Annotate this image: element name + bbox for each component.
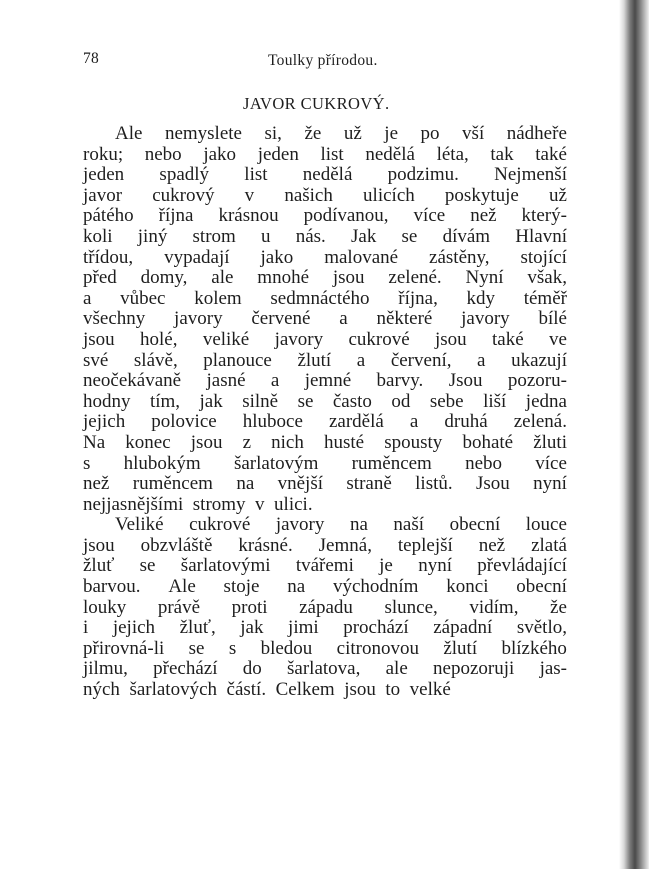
word: to: [385, 679, 401, 701]
word: jak: [240, 617, 264, 639]
text-line: [83, 351, 567, 372]
word: nejjasnějšími: [83, 493, 184, 515]
word: do: [242, 658, 262, 680]
word: spadlý: [159, 164, 210, 186]
word: už: [548, 184, 567, 206]
word: tím,: [149, 390, 181, 412]
word: částí.: [226, 679, 267, 701]
word: západní: [433, 617, 493, 639]
word: Nejmenší: [494, 164, 567, 186]
word: pozoru-: [507, 370, 567, 392]
word: poskytuje: [444, 184, 519, 206]
word: také: [492, 328, 524, 350]
word: se: [139, 555, 156, 577]
word: než: [478, 534, 506, 556]
word: hluboce: [242, 411, 303, 433]
word: blízkého: [501, 637, 567, 659]
word: mnohé: [257, 267, 310, 289]
word: stromy: [192, 493, 246, 515]
word: sebe: [429, 390, 464, 412]
word: javory: [274, 328, 324, 350]
word: právě: [157, 596, 201, 618]
word: jejich: [112, 617, 156, 639]
word: stojící: [520, 246, 567, 268]
word: kolem: [194, 287, 242, 309]
word: malované: [324, 246, 399, 268]
word: cukrové: [189, 514, 251, 536]
word: Veliké: [115, 514, 164, 536]
text-line: [83, 330, 567, 351]
word: kdy: [466, 287, 496, 309]
paragraph: [83, 124, 567, 515]
word: nás.: [295, 225, 326, 247]
word: dívám: [442, 225, 491, 247]
word: jsou: [344, 679, 376, 701]
word: a: [339, 308, 348, 330]
chapter-title: JAVOR CUKROVÝ.: [243, 94, 390, 113]
word: cukrové: [348, 328, 410, 350]
text-line: [83, 412, 567, 433]
text-line: [83, 659, 567, 680]
word: jsou: [83, 328, 115, 350]
word: druhá: [444, 411, 488, 433]
word: barvy.: [376, 370, 424, 392]
word: s: [228, 637, 237, 659]
text-line: [83, 618, 567, 639]
word: nich: [271, 431, 304, 453]
text-line: [83, 433, 567, 454]
word: louce: [525, 514, 567, 536]
word: žluti: [533, 431, 567, 453]
word: jeden: [257, 143, 299, 165]
word: i: [83, 617, 89, 639]
word: žluť: [83, 555, 115, 577]
word: západu: [299, 596, 353, 618]
word: nemyslete: [164, 123, 242, 144]
word: list: [320, 143, 344, 165]
word: bílé: [538, 308, 567, 330]
text-line: [83, 186, 567, 207]
word: vnější: [277, 473, 324, 495]
word: a: [83, 287, 92, 309]
word: už: [343, 123, 362, 144]
word: než: [470, 205, 497, 227]
text-line: [83, 598, 567, 619]
text-line: [83, 577, 567, 598]
word: ukazují: [511, 349, 567, 371]
text-line: [83, 515, 567, 536]
word: od: [391, 390, 411, 412]
word: podzimu.: [387, 164, 459, 186]
word: v: [244, 184, 255, 206]
word: javory: [275, 514, 325, 536]
word: strom: [192, 225, 236, 247]
word: ale: [211, 267, 234, 289]
word: ale: [385, 658, 408, 680]
word: jejich: [83, 411, 126, 433]
word: krásnou: [218, 205, 279, 227]
word: zardělá: [328, 411, 384, 433]
word: liší: [483, 390, 507, 412]
word: teplejší: [397, 534, 453, 556]
word: jiný: [137, 225, 168, 247]
word: stoje: [223, 576, 260, 598]
word: javory: [174, 308, 223, 330]
word: léta,: [436, 143, 469, 165]
word: šarlatovými: [180, 555, 271, 577]
word: Jsou: [476, 473, 510, 495]
word: neočekávaně: [83, 370, 182, 392]
word: bledou: [260, 637, 313, 659]
word: holé,: [140, 328, 178, 350]
word: jasné: [206, 370, 246, 392]
text-line: [83, 474, 567, 495]
word: a: [477, 349, 486, 371]
text-line: [83, 454, 567, 475]
word: více: [535, 452, 567, 474]
word: jimi: [288, 617, 319, 639]
word: který-: [521, 205, 567, 227]
word: vypadají: [164, 246, 230, 268]
paragraph: [83, 515, 567, 700]
word: vší: [462, 123, 485, 144]
word: obecní: [449, 514, 501, 536]
word: ulicích: [363, 184, 415, 206]
word: je: [379, 555, 393, 577]
word: že: [550, 596, 567, 618]
word: že: [304, 123, 322, 144]
word: silně: [242, 390, 279, 412]
book-spine-shadow: [619, 0, 649, 869]
text-line: [83, 639, 567, 660]
word: po: [420, 123, 440, 144]
word: října,: [398, 287, 438, 309]
word: na: [236, 473, 255, 495]
word: všechny: [83, 308, 146, 330]
word: nyní: [418, 555, 452, 577]
word: jilmu,: [83, 658, 128, 680]
word: než: [83, 473, 110, 495]
word: nádheře: [506, 123, 567, 144]
word: si,: [264, 123, 282, 144]
word: před: [83, 267, 117, 289]
word: hodny: [83, 390, 131, 412]
word: také: [535, 143, 567, 165]
word: tak: [490, 143, 514, 165]
word: prochází: [343, 617, 409, 639]
word: nyní: [533, 473, 567, 495]
text-line: [83, 248, 567, 269]
word: nebo: [465, 452, 503, 474]
word: často: [332, 390, 372, 412]
word: u: [261, 225, 271, 247]
running-title: Toulky přírodou.: [268, 52, 378, 69]
word: obecní: [516, 576, 567, 598]
word: list: [244, 164, 268, 186]
text-line: [83, 289, 567, 310]
word: spousty: [384, 431, 443, 453]
word: zelené.: [388, 267, 442, 289]
word: na: [287, 576, 306, 598]
text-line: [83, 680, 567, 701]
text-line: [83, 309, 567, 330]
word: Celkem: [275, 679, 335, 701]
word: zástěny,: [429, 246, 490, 268]
word: husté: [324, 431, 365, 453]
word: zelená.: [513, 411, 567, 433]
word: vidím,: [469, 596, 519, 618]
word: téměř: [523, 287, 567, 309]
word: jsou: [83, 534, 115, 556]
word: straně: [346, 473, 392, 495]
word: jedna: [525, 390, 567, 412]
word: konci: [446, 576, 489, 598]
text-line: [83, 227, 567, 248]
word: žluť,: [179, 617, 216, 639]
word: ulici.: [274, 493, 313, 515]
word: jako: [260, 246, 294, 268]
word: listů.: [415, 473, 453, 495]
word: října: [158, 205, 194, 227]
word: naší: [393, 514, 425, 536]
word: z: [242, 431, 252, 453]
word: Jemná,: [318, 534, 372, 556]
word: žlutí: [297, 349, 332, 371]
body-text: [83, 124, 567, 701]
word: roku;: [83, 143, 124, 165]
word: našich: [284, 184, 333, 206]
word: pátého: [83, 205, 134, 227]
word: v: [255, 493, 265, 515]
word: hlubokým: [123, 452, 201, 474]
text-line: [83, 145, 567, 166]
word: jak: [199, 390, 223, 412]
word: světlo,: [516, 617, 567, 639]
word: šarlatových: [129, 679, 218, 701]
word: polovice: [151, 411, 217, 433]
word: podívanou,: [303, 205, 389, 227]
word: jsou: [332, 267, 365, 289]
word: na: [349, 514, 368, 536]
word: zlatá: [531, 534, 567, 556]
word: Na: [83, 431, 106, 453]
word: více: [413, 205, 446, 227]
word: Jak: [351, 225, 377, 247]
word: ruměncem: [132, 473, 213, 495]
text-line: [83, 206, 567, 227]
word: své: [83, 349, 109, 371]
word: jemné: [304, 370, 352, 392]
word: obzvláště: [140, 534, 213, 556]
word: slávě,: [133, 349, 178, 371]
word: některé: [376, 308, 433, 330]
word: konec: [125, 431, 171, 453]
word: a: [270, 370, 280, 392]
word: červení,: [390, 349, 452, 371]
word: barvou.: [83, 576, 141, 598]
word: bohaté: [462, 431, 514, 453]
word: jako: [203, 143, 237, 165]
word: přirovná-li: [83, 637, 165, 659]
word: třídou,: [83, 246, 134, 268]
word: šarlatovým: [233, 452, 319, 474]
word: se: [297, 390, 314, 412]
word: šarlatova,: [287, 658, 361, 680]
word: louky: [83, 596, 127, 618]
text-line: [83, 371, 567, 392]
word: červené: [251, 308, 311, 330]
word: nedělá: [365, 143, 415, 165]
text-line: [83, 556, 567, 577]
word: planouce: [203, 349, 272, 371]
word: se: [401, 225, 418, 247]
word: cukrový: [152, 184, 215, 206]
word: Ale: [168, 576, 196, 598]
word: proti: [231, 596, 268, 618]
word: a: [356, 349, 366, 371]
word: veliké: [202, 328, 250, 350]
word: s: [83, 452, 91, 474]
word: sedmnáctého: [270, 287, 370, 309]
word: jas-: [539, 658, 567, 680]
word: a: [409, 411, 419, 433]
word: javor: [83, 184, 123, 206]
word: ruměncem: [351, 452, 432, 474]
text-line: [83, 124, 567, 145]
word: nebo: [144, 143, 182, 165]
word: Nyní: [465, 267, 504, 289]
text-line: [83, 392, 567, 413]
word: Ale: [115, 123, 143, 144]
word: nepozoruji: [433, 658, 515, 680]
word: přechází: [153, 658, 218, 680]
text-line: [83, 268, 567, 289]
text-line: [83, 165, 567, 186]
word: ve: [548, 328, 567, 350]
word: tvářemi: [295, 555, 354, 577]
word: nedělá: [302, 164, 353, 186]
page-number: 78: [83, 50, 100, 67]
word: ných: [83, 679, 120, 701]
word: jsou: [190, 431, 223, 453]
word: vůbec: [120, 287, 166, 309]
word: domy,: [140, 267, 188, 289]
word: krásné.: [238, 534, 293, 556]
word: Jsou: [448, 370, 483, 392]
word: převládající: [477, 555, 567, 577]
word: východním: [332, 576, 419, 598]
word: však,: [527, 267, 567, 289]
word: Hlavní: [515, 225, 567, 247]
text-line: [83, 536, 567, 557]
text-line: [83, 495, 567, 516]
word: velké: [409, 679, 451, 701]
word: je: [384, 123, 399, 144]
word: citronovou: [336, 637, 419, 659]
word: se: [188, 637, 205, 659]
word: jeden: [83, 164, 125, 186]
word: slunce,: [384, 596, 438, 618]
word: javory: [461, 308, 510, 330]
word: žlutí: [443, 637, 478, 659]
word: koli: [83, 225, 113, 247]
word: jsou: [434, 328, 467, 350]
